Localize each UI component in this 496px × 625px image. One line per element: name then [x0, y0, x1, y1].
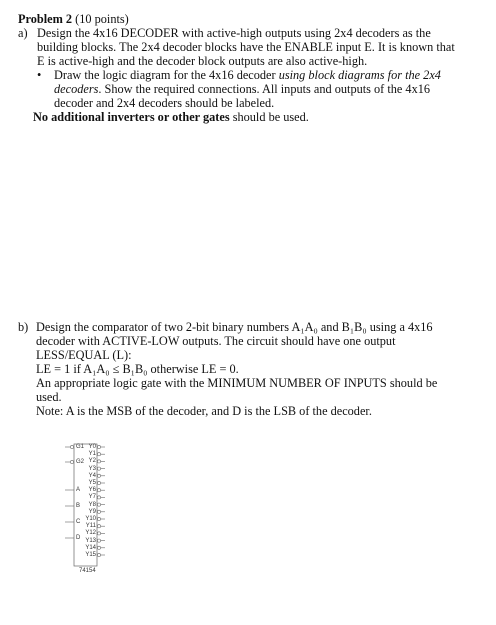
part-b-line-2: decoder with ACTIVE-LOW outputs. The circuit should have one output: [36, 334, 396, 348]
output-bubble-y14: [97, 546, 100, 549]
output-bubble-y4: [97, 474, 100, 477]
output-bubble-y0: [97, 445, 100, 448]
no-extra-gates-note: [33, 110, 309, 124]
bullet-line-1-text: Draw the logic diagram for the 4x16 decoder: [54, 68, 276, 82]
bullet-line-2: [54, 82, 430, 96]
output-bubble-y1: [97, 453, 100, 456]
output-bubble-y5: [97, 481, 100, 484]
output-label-y6: Y6: [88, 487, 96, 494]
part-b-line-3: LESS/EQUAL (L):: [36, 348, 132, 362]
problem-title: Problem 2: [18, 12, 73, 26]
input-label-d: D: [76, 535, 81, 541]
output-label-y15: Y15: [85, 552, 96, 558]
output-label-y13: Y13: [85, 537, 96, 544]
note-bold: No additional inverters or other gates: [33, 110, 230, 124]
output-label-y12: Y12: [85, 530, 96, 537]
note-rest: should be used.: [229, 110, 309, 124]
output-bubble-y12: [97, 532, 100, 535]
output-bubble-y10: [97, 517, 100, 520]
part-b-line-1: Design the comparator of two 2-bit binary numbers A₁A₀ and B₁B₀ using a 4x16: [36, 320, 433, 334]
output-label-y4: Y4: [88, 472, 96, 479]
output-label-y5: Y5: [88, 480, 96, 486]
bullet-line-1-italic: using block diagrams for the 2x4: [278, 68, 441, 82]
part-b-label: b): [18, 320, 29, 334]
output-label-y14: Y14: [85, 544, 96, 551]
bullet-line-1: [54, 68, 441, 82]
output-bubble-y6: [97, 489, 100, 492]
input-label-b: B: [76, 503, 81, 509]
output-bubble-y3: [97, 467, 100, 470]
part-a-label: a): [18, 26, 28, 40]
output-bubble-y11: [97, 525, 100, 528]
enable-label-g1: G1: [76, 444, 85, 450]
decoder-74154-diagram: [62, 441, 110, 576]
output-label-y7: Y7: [88, 494, 96, 501]
part-b-line-4: LE = 1 if A₁A₀ ≤ B₁B₀ otherwise LE = 0.: [36, 362, 239, 376]
problem-heading: [18, 12, 129, 26]
part-b-line-6: used.: [36, 390, 62, 404]
output-label-y9: Y9: [88, 508, 96, 515]
part-a-line-3: E is active-high and the decoder block outputs are also active-high.: [37, 54, 368, 68]
output-label-y0: Y0: [88, 444, 96, 450]
output-bubble-y9: [97, 510, 100, 513]
part-b-line-5: An appropriate logic gate with the MINIMUM NUMBER OF INPUTS should be: [36, 376, 438, 390]
output-label-y8: Y8: [88, 501, 96, 508]
output-label-y10: Y10: [85, 516, 96, 522]
output-bubble-y2: [97, 460, 100, 463]
enable-label-g2: G2: [76, 459, 85, 465]
enable-bubble-1: [70, 445, 73, 448]
part-a-line-2: building blocks. The 2x4 decoder blocks have the ENABLE input E. It is known that: [37, 40, 455, 54]
output-bubble-y15: [97, 553, 100, 556]
output-bubble-y8: [97, 503, 100, 506]
bullet-line-2-text: . Show the required connections. All inputs and outputs of the 4x16: [98, 82, 431, 96]
bullet-line-2-italic: decoders: [54, 82, 99, 96]
part-number-label: 74154: [79, 568, 96, 574]
output-bubble-y13: [97, 539, 100, 542]
output-label-y2: Y2: [88, 458, 96, 465]
part-a-line-1: Design the 4x16 DECODER with active-high outputs using 2x4 decoders as the: [37, 26, 431, 40]
problem-points: (10 points): [75, 12, 129, 26]
input-label-a: A: [76, 487, 81, 493]
output-label-y11: Y11: [85, 523, 96, 530]
output-label-y3: Y3: [88, 465, 96, 472]
bullet-marker: •: [37, 68, 42, 82]
part-b-line-7: Note: A is the MSB of the decoder, and D is the LSB of the decoder.: [36, 404, 372, 418]
output-bubble-y7: [97, 496, 100, 499]
enable-bubble-2: [70, 460, 73, 463]
bullet-line-3: decoder and 2x4 decoders should be labeled.: [54, 96, 275, 110]
input-label-c: C: [76, 519, 81, 525]
output-label-y1: Y1: [88, 451, 96, 458]
